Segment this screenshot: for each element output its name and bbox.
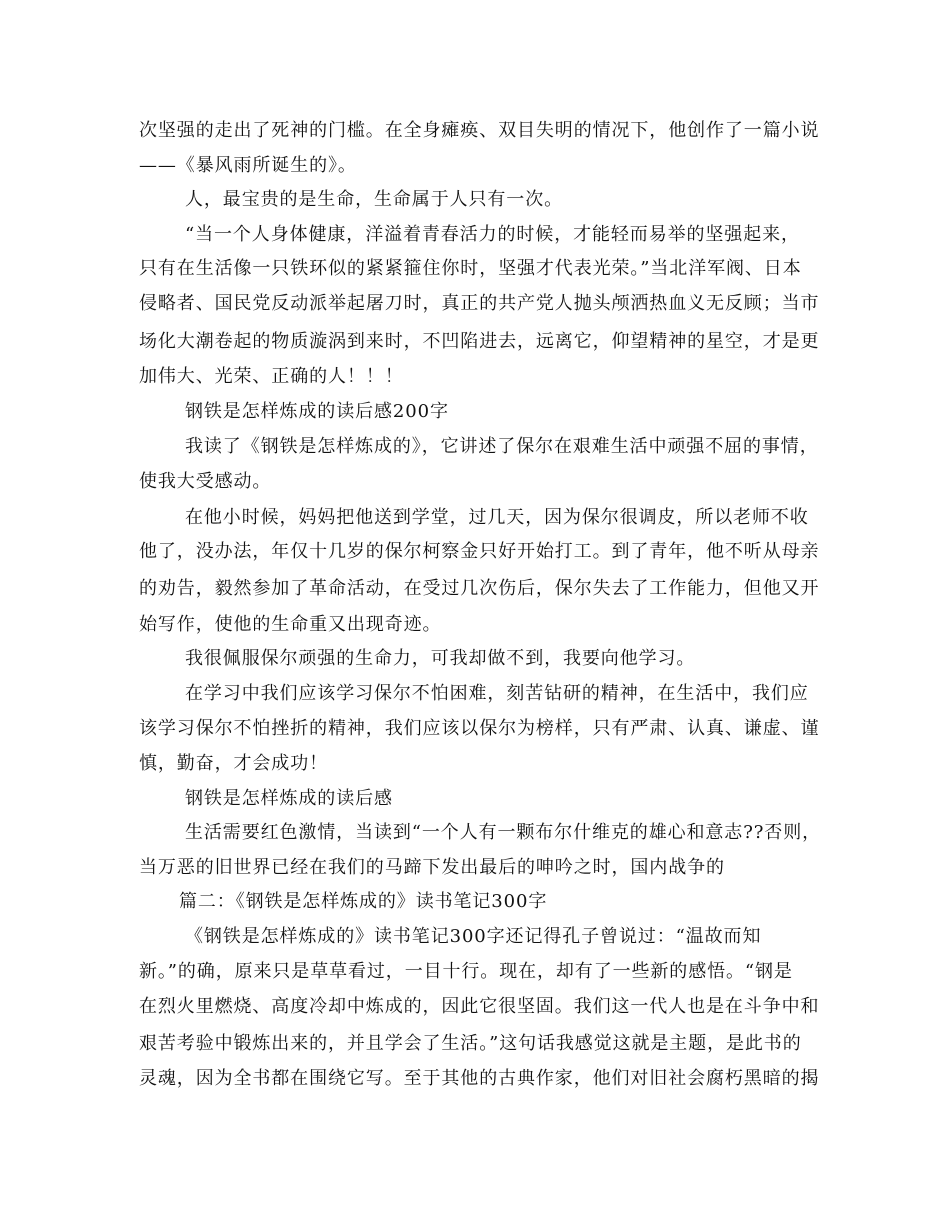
body-text-line: 加伟大、光荣、正确的人！！！ [139,366,404,387]
body-text-line: 在学习中我们应该学习保尔不怕困难，刻苦钻研的精神，在生活中，我们应 [185,683,809,704]
body-text-line: 艰苦考验中锻炼出来的，并且学会了生活。”这句话我感觉这就是主题，是此书的 [139,1033,802,1054]
body-text-line: ——《暴风雨所诞生的》。 [139,155,357,176]
body-text-line: 慎，勤奋，才会成功！ [139,753,328,774]
body-text-line: 灵魂，因为全书都在围绕它写。至于其他的古典作家，他们对旧社会腐朽黑暗的揭 [139,1068,820,1089]
body-text-line: 我很佩服保尔顽强的生命力，可我却做不到，我要向他学习。 [185,648,696,669]
body-text-line: 在烈火里燃烧、高度冷却中炼成的，因此它很坚固。我们这一代人也是在斗争中和 [139,996,820,1017]
body-text-line: 当万恶的旧世界已经在我们的马蹄下发出最后的呻吟之时，国内战争的 [139,857,725,878]
body-text-line: 侵略者、国民党反动派举起屠刀时，真正的共产党人抛头颅洒热血义无反顾；当市 [139,293,820,314]
body-text-line: 人，最宝贵的是生命，生命属于人只有一次。 [185,189,563,210]
body-text-line: 该学习保尔不怕挫折的精神，我们应该以保尔为榜样，只有严肃、认真、谦虚、谨 [139,718,820,739]
body-text-line: 新。”的确，原来只是草草看过，一目十行。现在，却有了一些新的感悟。“钢是 [139,961,793,982]
body-text-line: 次坚强的走出了死神的门槛。在全身瘫痪、双目失明的情况下，他创作了一篇小说 [139,120,820,141]
body-text-line: 始写作，使他的生命重又出现奇迹。 [139,614,442,635]
body-text-line: 只有在生活像一只铁环似的紧紧箍住你时，坚强才代表光荣。”当北洋军阀、日本 [139,258,802,279]
body-text-line: “当一个人身体健康，洋溢着青春活力的时候，才能轻而易举的坚强起来， [185,224,800,245]
body-text-line: 他了，没办法，年仅十几岁的保尔柯察金只好开始打工。到了青年，他不听从母亲 [139,541,820,562]
body-text-line: 的劝告，毅然参加了革命活动，在受过几次伤后，保尔失去了工作能力，但他又开 [139,578,820,599]
section-heading: 钢铁是怎样炼成的读后感 [185,788,393,809]
section-heading: 篇二：《钢铁是怎样炼成的》读书笔记300字 [179,891,548,912]
section-heading: 钢铁是怎样炼成的读后感200字 [185,401,449,422]
body-text-line: 《钢铁是怎样炼成的》读书笔记300字还记得孔子曾说过：“温故而知 [185,926,762,947]
body-text-line: 使我大受感动。 [139,471,272,492]
body-text-line: 生活需要红色激情，当读到“一个人有一颗布尔什维克的雄心和意志??否则， [185,822,821,843]
body-text-line: 场化大潮卷起的物质漩涡到来时，不凹陷进去，远离它，仰望精神的星空，才是更 [139,331,820,352]
body-text-line: 我读了《钢铁是怎样炼成的》，它讲述了保尔在艰难生活中顽强不屈的事情， [185,436,819,457]
body-text-line: 在他小时候，妈妈把他送到学堂，过几天，因为保尔很调皮，所以老师不收 [185,507,809,528]
